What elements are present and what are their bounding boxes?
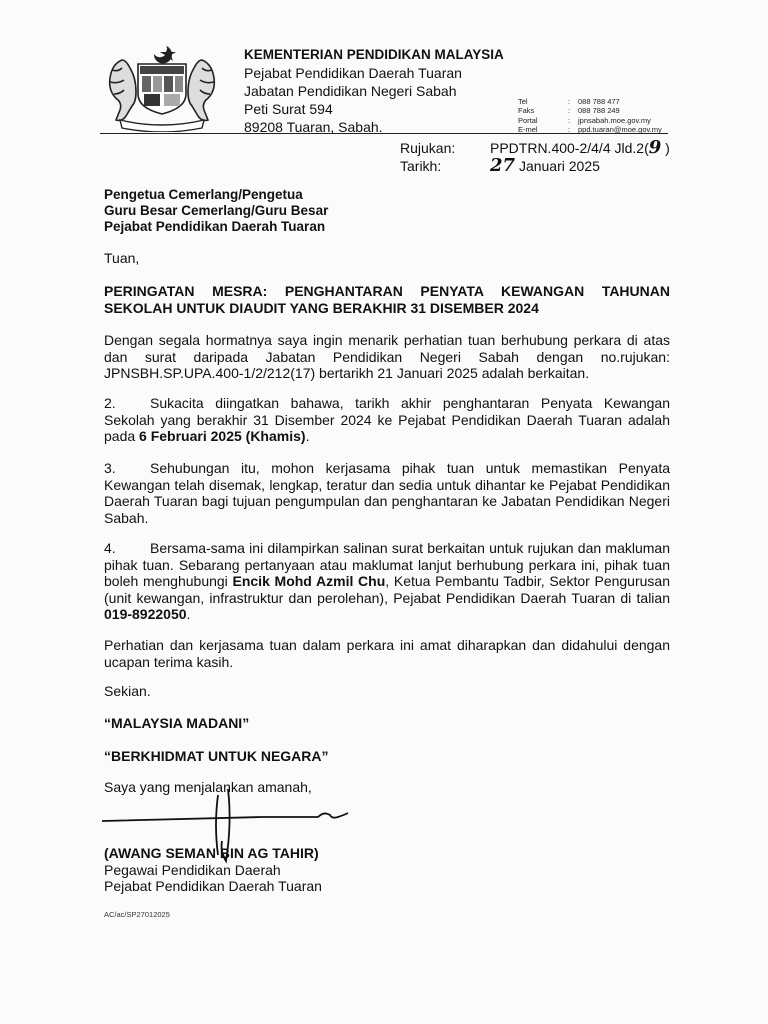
subject-heading (104, 283, 670, 316)
reference-row (400, 139, 670, 157)
address-line: Pejabat Pendidikan Daerah Tuaran (244, 65, 462, 81)
contact-block (518, 97, 662, 135)
handwritten-day: 27 (490, 155, 516, 176)
address-line: Jabatan Pendidikan Negeri Sabah (244, 83, 457, 99)
paragraph-2: 2. Sukacita diingatkan bahawa, tarikh akhir penghantaran Penyata Kewangan Sekolah yang berakhir 31 Disember 2024 ke Pejabat Pendidikan Daerah Tuaran adalah pada 6 Februari 2025 (Khamis). (104, 395, 670, 444)
recipient-line: Pengetua Cemerlang/Pengetua (104, 187, 303, 202)
subject-line: PERINGATAN MESRA: PENGHANTARAN PENYATA KEWANGAN TAHUNAN (104, 283, 670, 299)
contact-phone: 019-8922050 (104, 606, 187, 622)
closing: Sekian. (104, 683, 151, 699)
organisation-block (244, 46, 504, 136)
signatory-office: Pejabat Pendidikan Daerah Tuaran (104, 878, 322, 894)
reference-label: Rujukan: (400, 140, 456, 156)
footer-reference: AC/ac/SP27012025 (104, 910, 170, 919)
date-row (400, 157, 670, 175)
contact-label: Faks (518, 106, 535, 116)
salutation: Tuan, (104, 250, 140, 266)
contact-row: Tel : 088 788 477 (518, 97, 620, 106)
contact-label: E-mel (518, 125, 538, 135)
contact-label: Tel (518, 97, 528, 106)
slogan-malaysia-madani: “MALAYSIA MADANI” (104, 715, 250, 731)
contact-row: Faks : 088 788 249 (518, 106, 620, 116)
ministry-name: KEMENTERIAN PENDIDIKAN MALAYSIA (244, 47, 504, 62)
paragraph-number: 4. (104, 540, 116, 556)
contact-label: Portal (518, 115, 538, 125)
coat-of-arms-logo (100, 40, 224, 132)
subject-line: SEKOLAH UNTUK DIAUDIT YANG BERAKHIR 31 DISEMBER 2024 (104, 299, 539, 316)
contact-row: Portal : jpnsabah.moe.gov.my (518, 115, 651, 125)
paragraph-number: 2. (104, 395, 116, 411)
recipient-line: Pejabat Pendidikan Daerah Tuaran (104, 219, 326, 234)
signatory-title: Pegawai Pendidikan Daerah (104, 861, 281, 878)
address-line: 89208 Tuaran, Sabah. (244, 119, 383, 135)
paragraph-number: 3. (104, 460, 116, 476)
date-label: Tarikh: (400, 158, 442, 174)
paragraph-1: Dengan segala hormatnya saya ingin menarik perhatian tuan berhubung perkara di atas dan surat daripada Jabatan Pendidikan Negeri Sabah dengan no.rujukan: JPNSBH.SP.UPA.400-1/2/212(17) bertarikh 21 Januari 2025 adalah berkaitan. (104, 332, 670, 381)
contact-person: Encik Mohd Azmil Chu (232, 573, 386, 589)
reference-value: PPDTRN.400-2/4/4 Jld.2(9 ) (490, 137, 670, 158)
slogan-berkhidmat: “BERKHIDMAT UNTUK NEGARA” (104, 748, 329, 764)
handwritten-number: 9 (648, 137, 662, 158)
paragraph-3: 3. Sehubungan itu, mohon kerjasama pihak tuan untuk memastikan Penyata Kewangan telah disemak, lengkap, teratur dan sedia untuk dihantar ke Pejabat Pendidikan Daerah Tuaran bagi tujuan pengumpulan dan penghantaran ke Jabatan Pendidikan Negeri Sabah. (104, 460, 670, 526)
contact-row: E-mel : ppd.tuaran@moe.gov.my (518, 125, 662, 135)
contact-value: 088 788 249 (578, 106, 620, 116)
contact-value: jpnsabah.moe.gov.my (578, 115, 651, 125)
recipient-block (104, 187, 328, 235)
trust-line: Saya yang menjalankan amanah, (104, 779, 312, 795)
header-divider (100, 133, 668, 134)
contact-value: 088 788 477 (578, 97, 620, 106)
paragraph-5: Perhatian dan kerjasama tuan dalam perkara ini amat diharapkan dan didahului dengan ucapan terima kasih. (104, 637, 670, 670)
signatory-block (104, 845, 322, 895)
signatory-name: (AWANG SEMAN BIN AG TAHIR) (104, 845, 319, 861)
recipient-line: Guru Besar Cemerlang/Guru Besar (104, 203, 329, 218)
deadline-date: 6 Februari 2025 (Khamis) (139, 428, 306, 444)
reference-block (400, 139, 670, 175)
date-value: 27 Januari 2025 (490, 155, 600, 176)
address-line: Peti Surat 594 (244, 101, 333, 117)
contact-value: ppd.tuaran@moe.gov.my (578, 125, 662, 135)
paragraph-4: 4. Bersama-sama ini dilampirkan salinan surat berkaitan untuk rujukan dan makluman pihak tuan. Sebarang pertanyaan atau maklumat lanjut berhubung perkara ini, pihak tuan boleh menghubungi Encik Mohd Azmil Chu, Ketua Pembantu Tadbir, Sektor Pengurusan (unit kewangan, infrastruktur dan perolehan), Pejabat Pendidikan Daerah Tuaran di talian 019-8922050. (104, 540, 670, 622)
